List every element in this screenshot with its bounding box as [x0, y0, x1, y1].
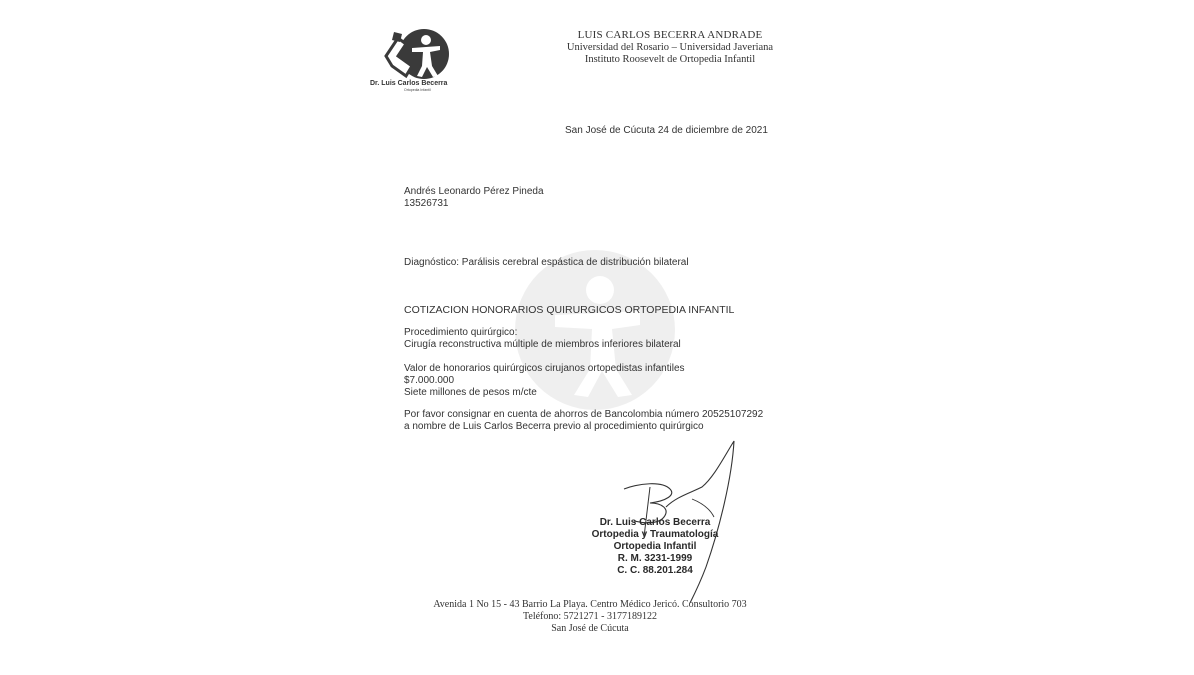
fees-words: Siete millones de pesos m/cte	[404, 387, 537, 398]
document-title: COTIZACION HONORARIOS QUIRURGICOS ORTOPEDIA INFANTIL	[404, 304, 735, 316]
procedure-label: Procedimiento quirúrgico:	[404, 327, 518, 338]
university-line: Universidad del Rosario – Universidad Javeriana	[566, 42, 774, 53]
fees-amount: $7.000.000	[404, 375, 455, 386]
logo-subtitle: Ortopedia Infantil	[404, 88, 431, 92]
letter-footer	[410, 599, 770, 635]
logo-name: Dr. Luis Carlos Becerra	[370, 80, 448, 87]
institute-line: Instituto Roosevelt de Ortopedia Infantil	[584, 54, 756, 65]
signer-name: Dr. Luis Carlos Becerra	[599, 517, 711, 528]
payment-instructions-line1: Por favor consignar en cuenta de ahorros de Bancolombia número 20525107292	[404, 409, 764, 420]
payment-instructions-line2: a nombre de Luis Carlos Becerra previo al procedimiento quirúrgico	[404, 421, 704, 432]
doctor-full-name: LUIS CARLOS BECERRA ANDRADE	[577, 29, 763, 41]
footer-address: Avenida 1 No 15 - 43 Barrio La Playa. Centro Médico Jericó. Consultorio 703	[433, 599, 747, 610]
signature-block	[560, 517, 750, 577]
signer-id: C. C. 88.201.284	[617, 565, 693, 576]
footer-city: San José de Cúcuta	[551, 623, 629, 634]
diagnosis: Diagnóstico: Parálisis cerebral espástica de distribución bilateral	[404, 257, 689, 268]
signer-subspecialty: Ortopedia Infantil	[613, 541, 697, 552]
signer-specialty: Ortopedia y Traumatología	[591, 529, 719, 540]
letterhead	[560, 29, 780, 66]
patient-name: Andrés Leonardo Pérez Pineda	[404, 186, 544, 197]
procedure-value: Cirugía reconstructiva múltiple de miembros inferiores bilateral	[404, 339, 681, 350]
signer-registry: R. M. 3231-1999	[617, 553, 693, 564]
letter-date: San José de Cúcuta 24 de diciembre de 2021	[565, 125, 768, 136]
patient-id: 13526731	[404, 198, 449, 209]
fees-label: Valor de honorarios quirúrgicos cirujanos ortopedistas infantiles	[404, 363, 685, 374]
footer-phone: Teléfono: 5721271 - 3177189122	[522, 611, 657, 622]
